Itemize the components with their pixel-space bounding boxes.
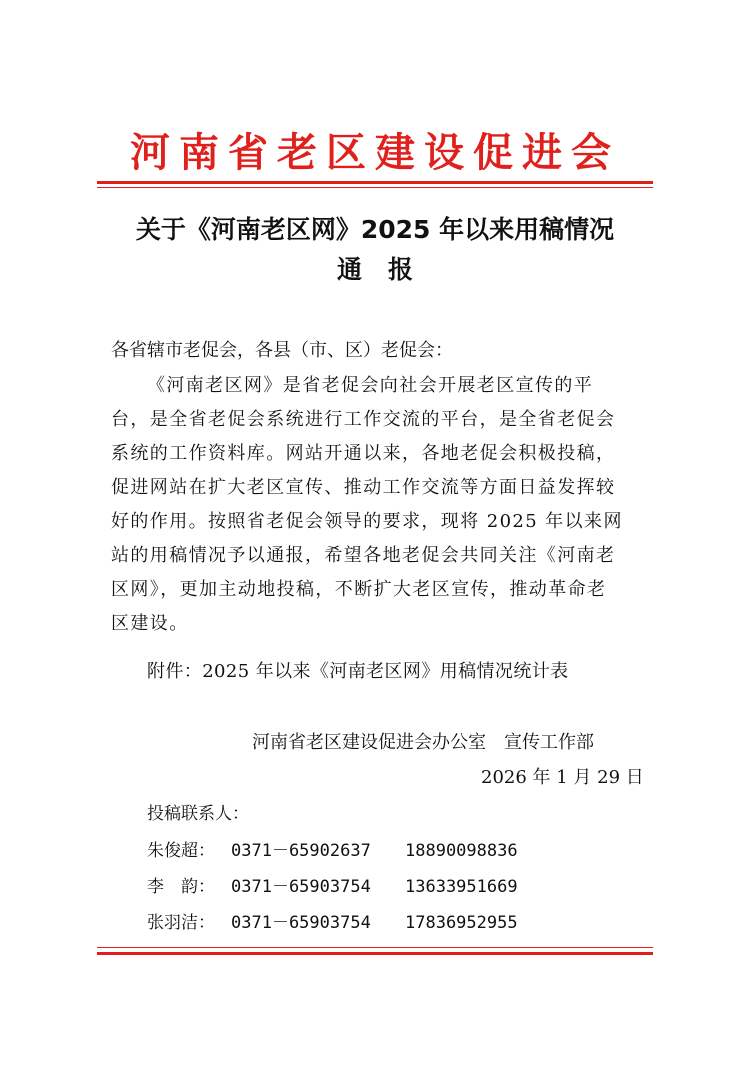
salutation: 各省辖市老促会，各县（市、区）老促会： — [111, 340, 453, 361]
paragraph-line: 《河南老区网》是省老促会向社会开展老区宣传的平 — [147, 375, 594, 396]
footer-rule-thick — [97, 952, 653, 955]
contact-mobile: 18890098836 — [405, 841, 518, 861]
paragraph-line: 站的用稿情况予以通报，希望各地老促会共同关注《河南老 — [111, 545, 616, 566]
document-title-line-2: 通报 — [336, 255, 439, 284]
contact-phone: 0371－65903754 — [231, 913, 371, 933]
contacts-heading: 投稿联系人： — [147, 804, 249, 824]
issuer-signature: 河南省老区建设促进会办公室 宣传工作部 — [252, 732, 594, 753]
contact-row — [147, 836, 518, 866]
org-header: 河南省老区建设促进会 — [130, 129, 620, 176]
header-rule-thick — [97, 181, 653, 184]
issue-date: 2026 年 1 月 29 日 — [481, 767, 644, 788]
paragraph-line: 促进网站在扩大老区宣传、推动工作交流等方面日益发挥较 — [111, 477, 616, 498]
paragraph-line: 台，是全省老促会系统进行工作交流的平台，是全省老促会 — [111, 409, 616, 430]
footer-rule-thin — [97, 947, 653, 948]
contact-phone: 0371－65902637 — [231, 841, 371, 861]
paragraph-line: 区网》，更加主动地投稿，不断扩大老区宣传，推动革命老 — [111, 579, 607, 600]
contact-name: 朱俊超： — [147, 841, 215, 861]
paragraph-line: 区建设。 — [111, 613, 189, 634]
attachment-note: 附件：2025 年以来《河南老区网》用稿情况统计表 — [147, 661, 569, 682]
contact-name: 李 韵： — [147, 877, 215, 897]
paragraph-line: 好的作用。按照省老促会领导的要求，现将 2025 年以来网 — [111, 511, 623, 532]
document-title-line-1: 关于《河南老区网》2025 年以来用稿情况 — [135, 215, 615, 244]
contact-name: 张羽洁： — [147, 913, 215, 933]
contact-mobile: 13633951669 — [405, 877, 518, 897]
contact-row — [147, 872, 518, 902]
contact-row — [147, 908, 518, 938]
paragraph-line: 系统的工作资料库。网站开通以来，各地老促会积极投稿， — [111, 443, 616, 464]
contact-mobile: 17836952955 — [405, 913, 518, 933]
contact-phone: 0371－65903754 — [231, 877, 371, 897]
header-rule-thin — [97, 187, 653, 188]
